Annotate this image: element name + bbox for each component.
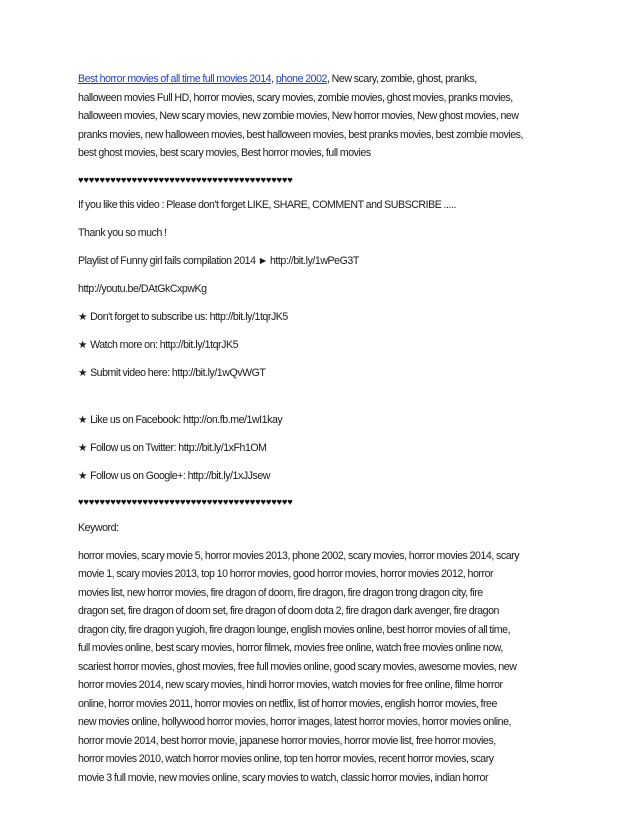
- keyword-line: online, horror movies 2011, horror movies on netflix, list of horror movies, english horror movies, free: [78, 697, 497, 710]
- keyword-line: scariest horror movies, ghost movies, free full movies online, good scary movies, awesome movies, new: [78, 660, 517, 673]
- youtu-line: http://youtu.be/DAtGkCxpwKg: [78, 283, 207, 295]
- facebook-item: [78, 411, 564, 430]
- intro-line: halloween movies Full HD, horror movies, scary movies, zombie movies, ghost movies, pranks movies,: [78, 91, 513, 104]
- submit-video-text: Submit video here: http://bit.ly/1wQvWGT: [90, 367, 266, 379]
- keyword-line: new movies online, hollywood horror movies, horror images, latest horror movies, horror movies online,: [78, 716, 512, 728]
- thanks-text: [78, 224, 564, 243]
- star-icon: ★: [78, 311, 88, 323]
- playlist-line: Playlist of Funny girl fails compilation 2014 ► http://bit.ly/1wPeG3T: [78, 255, 359, 267]
- youtu-link-text: [78, 280, 564, 299]
- hearts-divider-bottom: ♥♥♥♥♥♥♥♥♥♥♥♥♥♥♥♥♥♥♥♥♥♥♥♥♥♥♥♥♥♥♥♥♥♥♥♥♥♥♥♥: [78, 496, 293, 507]
- star-icon: ★: [78, 367, 88, 379]
- keyword-line: movies list, new horror movies, fire dragon of doom, fire dragon, fire dragon trong dragon city, fire: [78, 586, 483, 599]
- document-page: [78, 70, 564, 787]
- star-icon: ★: [78, 441, 88, 454]
- keyword-line: movie 1, scary movies 2013, top 10 horror movies, good horror movies, horror movies 2012, horror: [78, 568, 494, 580]
- title-link[interactable]: Best horror movies of all time full movies 2014: [78, 73, 272, 85]
- keyword-label-text: Keyword:: [78, 521, 119, 534]
- playlist-text: [78, 252, 564, 271]
- google-plus-text: Follow us on Google+: http://bit.ly/1xJJsew: [90, 469, 271, 482]
- subscribe-text: Don't forget to subscribe us: http://bit.ly/1tqrJK5: [90, 311, 288, 323]
- hearts-divider-top: ♥♥♥♥♥♥♥♥♥♥♥♥♥♥♥♥♥♥♥♥♥♥♥♥♥♥♥♥♥♥♥♥♥♥♥♥♥♥♥♥: [78, 173, 293, 185]
- keyword-line: dragon city, fire dragon yugioh, fire dragon lounge, english movies online, best horror movies of all time,: [78, 623, 511, 636]
- keyword-line: horror movies 2010, watch horror movies online, top ten horror movies, recent horror movies, scary: [78, 753, 494, 765]
- intro-line-1: [78, 70, 564, 89]
- intro-line: pranks movies, new halloween movies, best halloween movies, best pranks movies, best zombie movies,: [78, 128, 523, 141]
- intro-line-1-rest: , New scary, zombie, ghost, pranks,: [326, 73, 477, 85]
- keyword-label: [78, 519, 564, 538]
- keyword-line: horror movies, scary movie 5, horror movies 2013, phone 2002, scary movies, horror movies 2014, scary: [78, 549, 520, 562]
- star-icon: ★: [78, 469, 88, 482]
- star-icon: ★: [78, 413, 88, 426]
- intro-paragraph: [78, 70, 564, 163]
- subscribe-item: [78, 308, 564, 327]
- watch-more-text: Watch more on: http://bit.ly/1tqrJK5: [90, 339, 239, 351]
- submit-video-item: [78, 364, 564, 383]
- keyword-line: dragon set, fire dragon of doom set, fire dragon of doom dota 2, fire dragon dark avenger, fire dragon: [78, 605, 500, 617]
- phone-2002-link[interactable]: phone 2002: [275, 73, 327, 85]
- twitter-text: Follow us on Twitter: http://bit.ly/1xFh1OM: [90, 441, 267, 454]
- keyword-line: horror movies 2014, new scary movies, hindi horror movies, watch movies for free online, filme horror: [78, 679, 503, 691]
- intro-separator: ,: [271, 73, 276, 85]
- facebook-text: Like us on Facebook: http://on.fb.me/1wI1kay: [90, 413, 283, 426]
- cta-text: [78, 196, 564, 215]
- keyword-paragraph: [78, 547, 564, 788]
- intro-line: best ghost movies, best scary movies, Best horror movies, full movies: [78, 147, 371, 159]
- google-plus-item: [78, 467, 564, 486]
- keyword-line: movie 3 full movie, new movies online, scary movies to watch, classic horror movies, indian horror: [78, 771, 489, 784]
- watch-more-item: [78, 336, 564, 355]
- keyword-line: horror movie 2014, best horror movie, japanese horror movies, horror movie list, free horror movies,: [78, 734, 496, 747]
- thanks-line: Thank you so much !: [78, 227, 167, 239]
- twitter-item: [78, 439, 564, 458]
- intro-line: halloween movies, New scary movies, new zombie movies, New horror movies, New ghost movies, new: [78, 110, 519, 122]
- cta-line: If you like this video : Please don't forget LIKE, SHARE, COMMENT and SUBSCRIBE .....: [78, 199, 457, 211]
- star-icon: ★: [78, 339, 88, 351]
- keyword-line: full movies online, best scary movies, horror filmek, movies free online, watch free movies online now,: [78, 642, 503, 654]
